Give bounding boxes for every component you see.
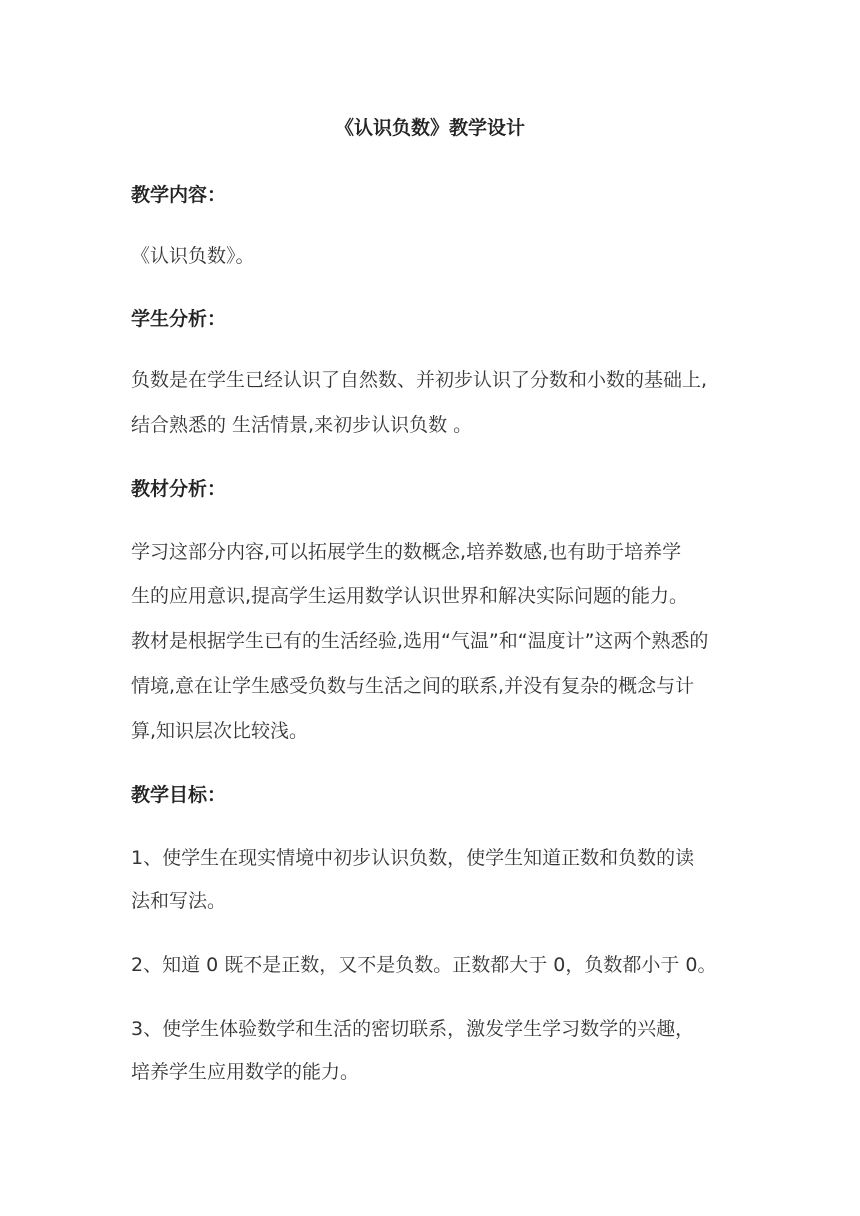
goal-2: 2、知道 0 既不是正数，又不是负数。正数都大于 0，负数都小于 0。: [131, 954, 717, 976]
teaching-content-text: 《认识负数》。: [131, 245, 255, 267]
heading-student-analysis: 学生分析：: [131, 308, 227, 330]
material-analysis-line-4: 情境,意在让学生感受负数与生活之间的联系,并没有复杂的概念与计: [131, 675, 695, 697]
material-analysis-line-3: 教材是根据学生已有的生活经验,选用“气温”和“温度计”这两个熟悉的: [131, 630, 709, 652]
material-analysis-line-1: 学习这部分内容,可以拓展学生的数概念,培养数感,也有助于培养学: [131, 541, 682, 563]
heading-material-analysis: 教材分析：: [131, 478, 227, 500]
document-title: 《认识负数》教学设计: [334, 117, 525, 139]
goal-1-line-1: 1、使学生在现实情境中初步认识负数，使学生知道正数和负数的读: [131, 847, 695, 869]
goal-3-line-2: 培养学生应用数学的能力。: [131, 1061, 360, 1083]
heading-teaching-content: 教学内容：: [131, 184, 227, 206]
material-analysis-line-5: 算,知识层次比较浅。: [131, 720, 309, 742]
heading-teaching-goals: 教学目标：: [131, 784, 227, 806]
goal-3-line-1: 3、使学生体验数学和生活的密切联系，激发学生学习数学的兴趣，: [131, 1018, 695, 1040]
goal-1-line-2: 法和写法。: [131, 890, 227, 912]
student-analysis-line-1: 负数是在学生已经认识了自然数、并初步认识了分数和小数的基础上,: [131, 369, 708, 391]
student-analysis-line-2: 结合熟悉的 生活情景,来初步认识负数 。: [131, 414, 473, 436]
material-analysis-line-2: 生的应用意识,提高学生运用数学认识世界和解决实际问题的能力。: [131, 585, 689, 607]
